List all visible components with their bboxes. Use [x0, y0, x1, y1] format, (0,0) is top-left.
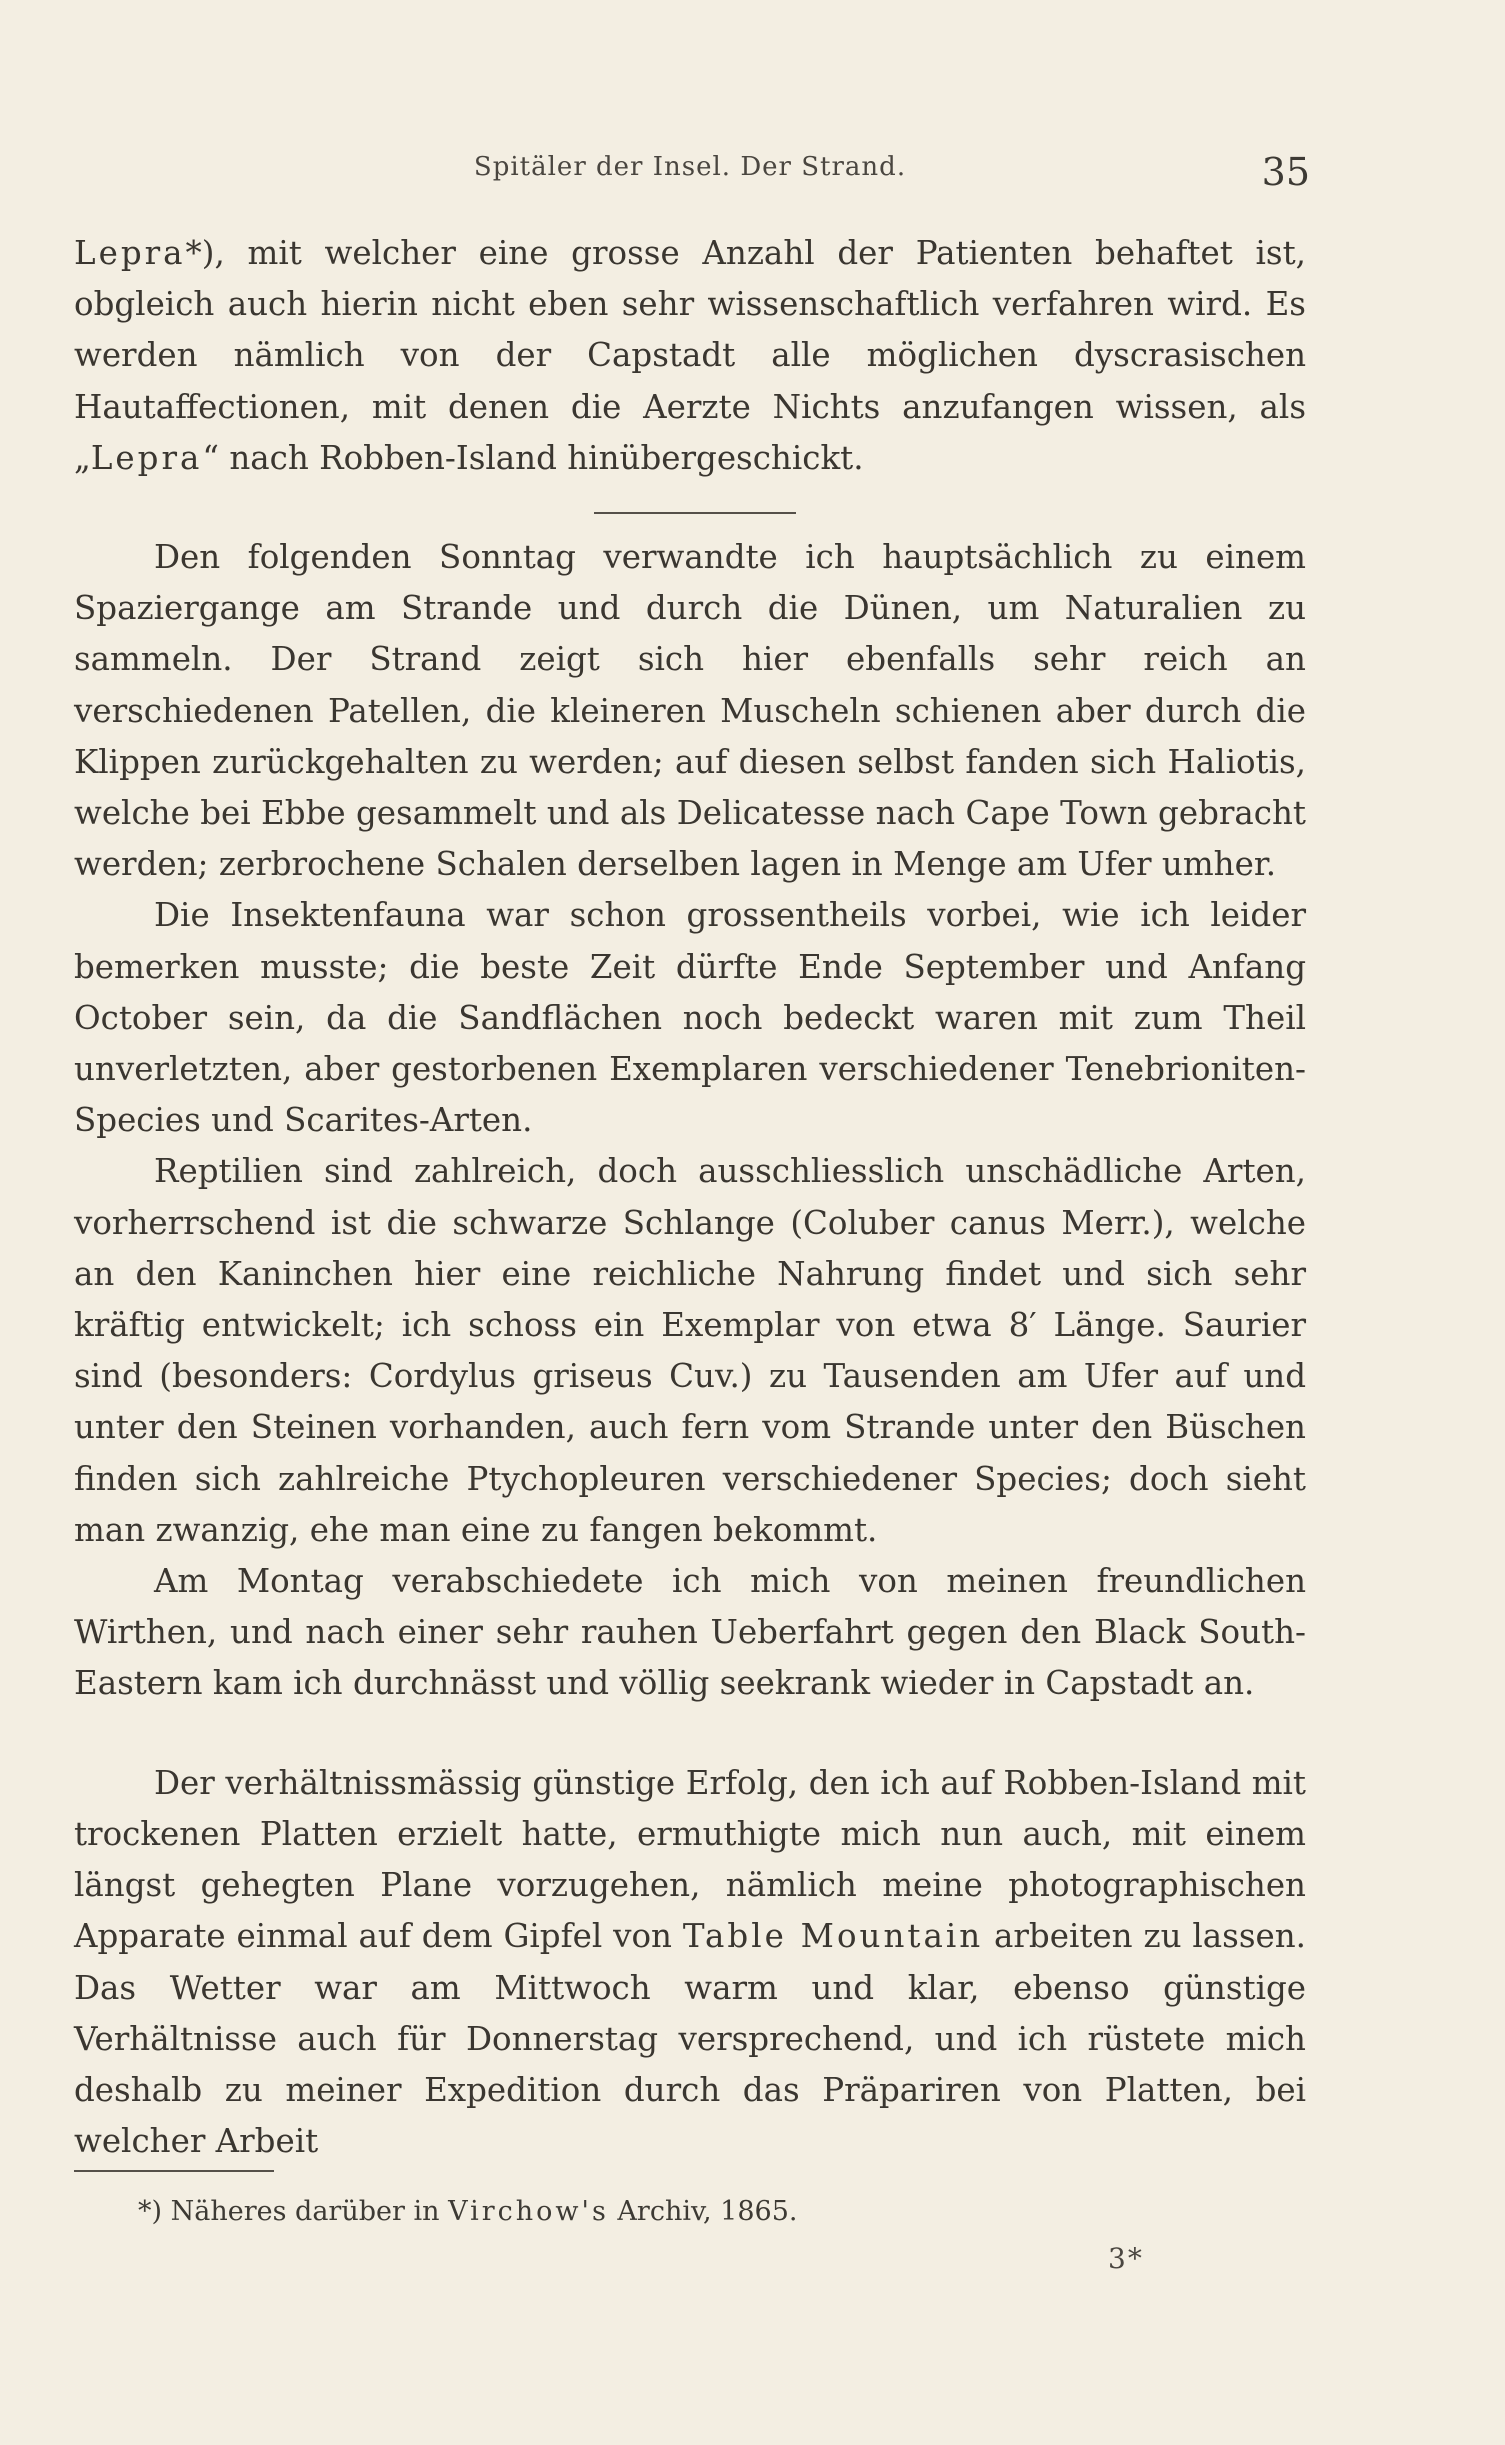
paragraph-1 [74, 228, 1306, 484]
text-run: *), mit welcher eine grosse Anzahl der Patienten behaftet ist, obgleich auch hierin nicht eben sehr wissenschaftlich verfahren wird. Es werden nämlich von der Capstadt alle möglichen dyscrasischen Hautaffectionen, mit denen die Aerzte Nichts anzufangen wissen, als „ [74, 234, 1306, 477]
signature-mark: 3* [1108, 2242, 1144, 2275]
footnote-marker: *) [138, 2196, 163, 2227]
page-number: 35 [1261, 150, 1310, 194]
spaced-term: Lepra [74, 234, 186, 272]
section-separator [594, 512, 796, 514]
footnote-text: Näheres darüber in [170, 2196, 449, 2227]
text-run: Den folgenden Sonntag verwandte ich hauptsächlich zu einem Spaziergange am Strande und durch die Dünen, um Naturalien zu sammeln. Der Strand zeigt sich hier ebenfalls sehr reich an verschiedenen Patellen, die kleineren Muscheln schienen aber durch die Klippen zurückgehalten zu werden; auf diesen selbst fanden sich Haliotis, welche bei Ebbe gesammelt und als Delicatesse nach Cape Town gebracht werden; zerbrochene Schalen derselben lagen in Menge am Ufer umher. [74, 538, 1306, 884]
page-header [70, 150, 1310, 200]
paragraph-4 [74, 1146, 1306, 1556]
text-run: Am Montag verabschiedete ich mich von meinen freundlichen Wirthen, und nach einer sehr rauhen Ueberfahrt gegen den Black South-Eastern kam ich durchnässt und völlig seekrank wieder in Capstadt an. [74, 1562, 1306, 1703]
body-text [74, 228, 1306, 2167]
text-run: Der verhältnissmässig günstige Erfolg, den ich auf Robben-Island mit trockenen Platten erzielt hatte, ermuthigte mich nun auch, mit einem längst gehegten Plane vorzugehen, nämlich meine photographischen Apparate einmal auf dem Gipfel von [74, 1763, 1306, 1956]
text-run: arbeiten zu lassen. Das Wetter war am Mittwoch warm und klar, ebenso günstige Verhältnisse auch für Donnerstag versprechend, und ich rüstete mich deshalb zu meiner Expedition durch das Präpariren von Platten, bei welcher Arbeit [74, 1917, 1306, 2161]
section-gap [74, 1710, 1306, 1758]
paragraph-6 [74, 1758, 1306, 2168]
paragraph-3 [74, 890, 1306, 1146]
spaced-term: Table Mountain [682, 1917, 984, 1956]
running-head: Spitäler der Insel. Der Strand. [473, 152, 907, 182]
paragraph-2 [74, 532, 1306, 890]
text-run: Die Insektenfauna war schon grossentheils vorbei, wie ich leider bemerken musste; die beste Zeit dürfte Ende September und Anfang October sein, da die Sandflächen noch bedeckt waren mit zum Theil unverletzten, aber gestorbenen Exemplaren verschiedener Tenebrioniten-Species und Scarites-Arten. [74, 896, 1306, 1140]
paragraph-5 [74, 1556, 1306, 1710]
text-run: “ nach Robben-Island hinübergeschickt. [202, 438, 864, 477]
text-run: Reptilien sind zahlreich, doch ausschliesslich unschädliche Arten, vorherrschend ist die schwarze Schlange (Coluber canus Merr.), welche an den Kaninchen hier eine reichliche Nahrung findet und sich sehr kräftig entwickelt; ich schoss ein Exemplar von etwa 8′ Länge. Saurier sind (besonders: Cordylus griseus Cuv.) zu Tausenden am Ufer auf und unter den Steinen vorhanden, auch fern vom Strande unter den Büschen finden sich zahlreiche Ptychopleuren verschiedener Species; doch sieht man zwanzig, ehe man eine zu fangen bekommt. [74, 1152, 1306, 1549]
footnote-rule [74, 2170, 274, 2172]
footnote [138, 2196, 797, 2227]
footnote-spaced-name: Virchow's [448, 2196, 609, 2227]
spaced-term: Lepra [90, 438, 203, 477]
footnote-text-after: Archiv, 1865. [608, 2196, 798, 2227]
